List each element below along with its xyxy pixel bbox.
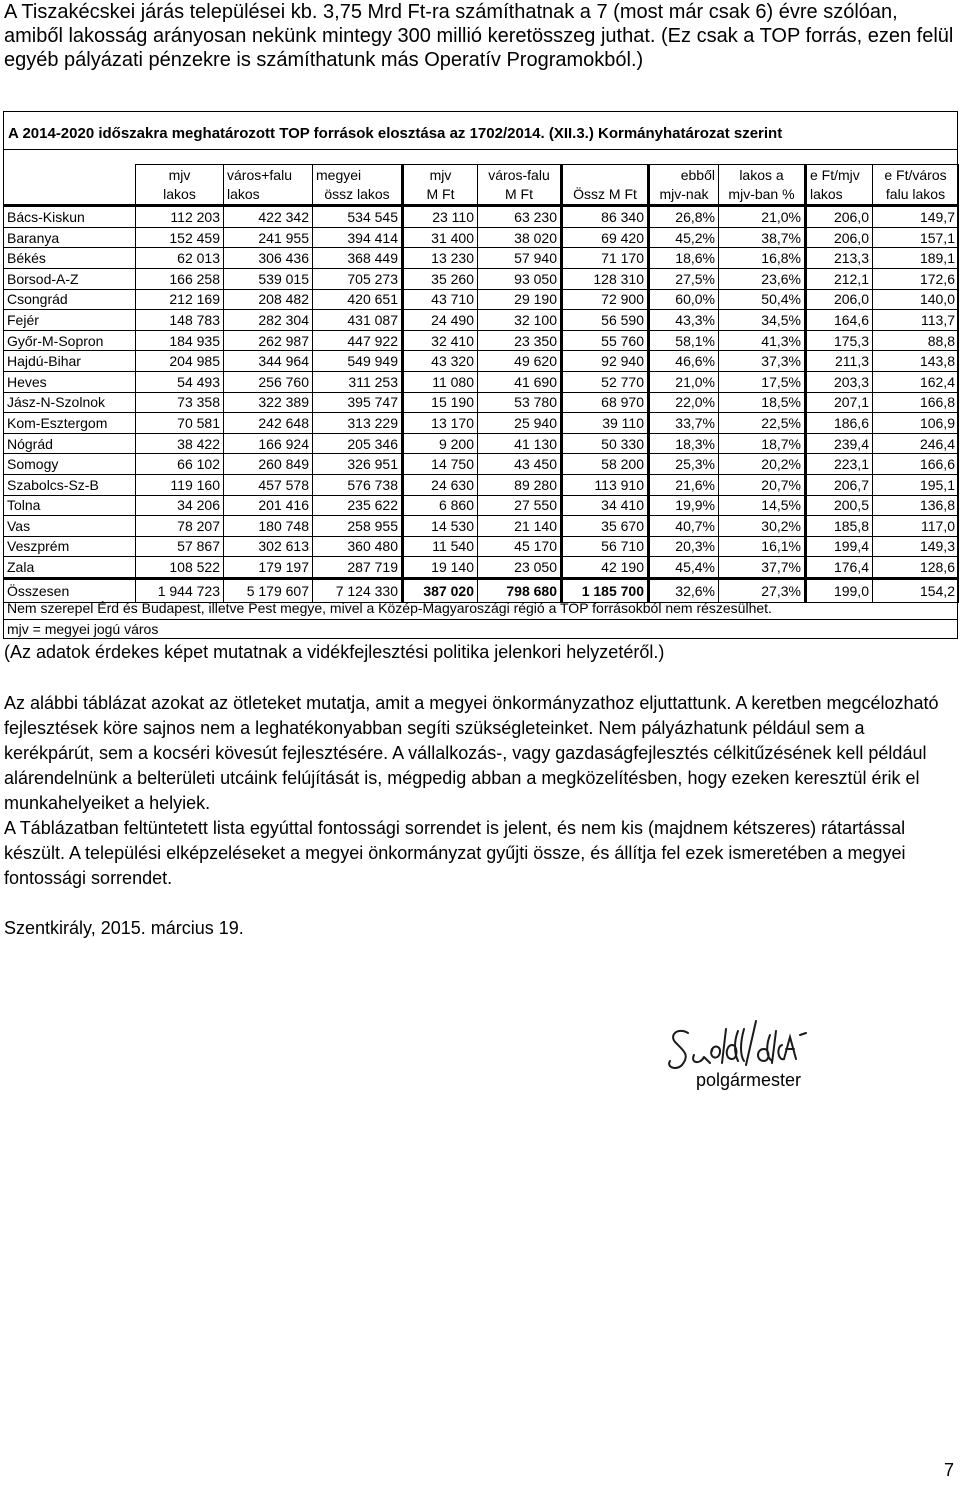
table-cell: 175,3 [806,330,873,351]
table-cell: 46,6% [649,351,719,372]
table-row [4,413,959,434]
table-cell: 208 482 [224,289,313,310]
table-cell: 89 280 [478,474,562,495]
table-cell: 24 630 [403,474,478,495]
table-cell: 73 358 [136,392,224,413]
table-cell: 211,3 [806,351,873,372]
table-cell: 54 493 [136,371,224,392]
table-cell: 322 389 [224,392,313,413]
table-cell: 705 273 [313,268,403,289]
header-cell: M Ft [478,185,562,206]
table-cell: 21 140 [478,516,562,537]
table-cell: 20,7% [719,474,806,495]
table-cell: 23,6% [719,268,806,289]
table-cell: 395 747 [313,392,403,413]
table-cell: 189,1 [873,248,959,269]
table-cell: 11 080 [403,371,478,392]
county-name-cell: Heves [4,371,136,392]
table-cell: 50 330 [562,433,649,454]
table-cell: 394 414 [313,227,403,248]
table-cell: 32 410 [403,330,478,351]
header-blank [4,165,136,185]
table-cell: 128,6 [873,557,959,579]
table-row [4,289,959,310]
table-cell: 306 436 [224,248,313,269]
table-cell: 57 940 [478,248,562,269]
table-cell: 13 170 [403,413,478,434]
county-name-cell: Szabolcs-Sz-B [4,474,136,495]
county-name-cell: Borsod-A-Z [4,268,136,289]
table-cell: 26,8% [649,206,719,228]
table-cell: 42 190 [562,557,649,579]
table-cell: 21,0% [719,206,806,228]
county-name-cell: Zala [4,557,136,579]
table-cell: 70 581 [136,413,224,434]
table-cell: 422 342 [224,206,313,228]
table-cell: 206,0 [806,206,873,228]
table-cell: 78 207 [136,516,224,537]
table-cell: 23 050 [478,557,562,579]
table-row [4,351,959,372]
table-cell: 66 102 [136,454,224,475]
table-cell: 176,4 [806,557,873,579]
header-cell: mjv-nak [649,185,719,206]
divider [3,619,958,620]
table-cell: 14 530 [403,516,478,537]
table-cell: 16,1% [719,536,806,557]
table-row [4,371,959,392]
table-cell: 49 620 [478,351,562,372]
header-cell: város+falu [224,165,313,185]
table-cell: 38 020 [478,227,562,248]
table-cell: 204 985 [136,351,224,372]
header-cell: lakos [806,185,873,206]
county-name-cell: Bács-Kiskun [4,206,136,228]
table-cell: 29 190 [478,289,562,310]
header-cell: e Ft/mjv [806,165,873,185]
table-cell: 166 924 [224,433,313,454]
table-row [4,206,959,228]
table-cell: 6 860 [403,495,478,516]
header-cell: megyei [313,165,403,185]
table-cell: 387 020 [403,578,478,602]
intro-paragraph: A Tiszakécskei járás települései kb. 3,75 Mrd Ft-ra számíthatnak a 7 (most már csak 6) évre szólóan, amiből lakosság arányosan nekünk mintegy 300 millió keretösszeg juthat. (Ez csak a TOP forrás, ezen felül egyéb pályázati pénzekre is számíthatunk más Operatív Programokból.) [4,1,954,71]
table-cell: 172,6 [873,268,959,289]
table-cell: 45,4% [649,557,719,579]
table-row [4,495,959,516]
table-cell: 119 160 [136,474,224,495]
county-name-cell: Nógrád [4,433,136,454]
table-cell: 447 922 [313,330,403,351]
table-cell: 93 050 [478,268,562,289]
table-cell: 41 690 [478,371,562,392]
county-name-cell: Tolna [4,495,136,516]
table-cell: 186,6 [806,413,873,434]
table-cell: 68 970 [562,392,649,413]
table-note: Nem szerepel Érd és Budapest, illetve Pest megye, mivel a Közép-Magyaroszági régió a TOP forrásokból nem részesülhet. [7,600,772,616]
table-cell: 180 748 [224,516,313,537]
table-cell: 71 170 [562,248,649,269]
header-cell: mjv [403,165,478,185]
table-row [4,454,959,475]
header-cell: lakos a [719,165,806,185]
table-cell: 31 400 [403,227,478,248]
table-cell: 113 910 [562,474,649,495]
table-row [4,268,959,289]
table-cell: 239,4 [806,433,873,454]
table-cell: 21,6% [649,474,719,495]
table-cell: 1 185 700 [562,578,649,602]
comment: (Az adatok érdekes képet mutatnak a vidékfejlesztési politika jelenkori helyzetéről.) [4,642,665,662]
table-cell: 27,3% [719,578,806,602]
table-cell: 166,6 [873,454,959,475]
table-cell: 576 738 [313,474,403,495]
table-cell: 287 719 [313,557,403,579]
table-cell: 37,3% [719,351,806,372]
table-cell: 199,0 [806,578,873,602]
header-cell: e Ft/város [873,165,959,185]
header-cell: város-falu [478,165,562,185]
table-cell: 25 940 [478,413,562,434]
table-cell: 242 648 [224,413,313,434]
table-cell: 206,0 [806,289,873,310]
table-cell: 22,0% [649,392,719,413]
table-cell: 108 522 [136,557,224,579]
table-cell: 223,1 [806,454,873,475]
table-cell: 37,7% [719,557,806,579]
county-name-cell: Vas [4,516,136,537]
table-cell: 20,3% [649,536,719,557]
table-cell: 9 200 [403,433,478,454]
county-name-cell: Veszprém [4,536,136,557]
county-name-cell: Békés [4,248,136,269]
table-cell: 39 110 [562,413,649,434]
table-cell: 162,4 [873,371,959,392]
table-cell: 212,1 [806,268,873,289]
table-cell: 43 320 [403,351,478,372]
table-cell: 18,3% [649,433,719,454]
table-cell: 20,2% [719,454,806,475]
table-row [4,392,959,413]
table-row [4,310,959,331]
table-cell: 19,9% [649,495,719,516]
table-cell: 86 340 [562,206,649,228]
table-cell: 13 230 [403,248,478,269]
header-blank [4,185,136,206]
header-cell: Össz M Ft [562,185,649,206]
table-cell: 72 900 [562,289,649,310]
table-cell: 164,6 [806,310,873,331]
table-cell: 199,4 [806,536,873,557]
table-cell: 34,5% [719,310,806,331]
county-name-cell: Jász-N-Szolnok [4,392,136,413]
table-cell: 56 590 [562,310,649,331]
table-cell: 50,4% [719,289,806,310]
table-cell: 200,5 [806,495,873,516]
county-name-cell: Összesen [4,578,136,602]
table-cell: 205 346 [313,433,403,454]
table-cell: 18,7% [719,433,806,454]
table-cell: 326 951 [313,454,403,475]
header-row-2 [4,185,959,206]
county-name-cell: Hajdú-Bihar [4,351,136,372]
table-cell: 235 622 [313,495,403,516]
header-cell: lakos [136,185,224,206]
table-cell: 258 955 [313,516,403,537]
table-cell: 38 422 [136,433,224,454]
table-row [4,536,959,557]
county-name-cell: Kom-Esztergom [4,413,136,434]
header-cell: össz lakos [313,185,403,206]
table-cell: 157,1 [873,227,959,248]
table-cell: 457 578 [224,474,313,495]
table-cell: 212 169 [136,289,224,310]
table-cell: 43 450 [478,454,562,475]
table-cell: 32,6% [649,578,719,602]
table-cell: 7 124 330 [313,578,403,602]
table-cell: 1 944 723 [136,578,224,602]
table-cell: 241 955 [224,227,313,248]
table-cell: 52 770 [562,371,649,392]
table-cell: 260 849 [224,454,313,475]
table-cell: 302 613 [224,536,313,557]
county-name-cell: Baranya [4,227,136,248]
header-cell: M Ft [403,185,478,206]
table-cell: 41,3% [719,330,806,351]
table-cell: 40,7% [649,516,719,537]
table-cell: 136,8 [873,495,959,516]
table-cell: 313 229 [313,413,403,434]
table-cell: 30,2% [719,516,806,537]
table-cell: 92 940 [562,351,649,372]
table-cell: 22,5% [719,413,806,434]
table-cell: 43,3% [649,310,719,331]
table-cell: 148 783 [136,310,224,331]
allocation-table [3,164,959,603]
table-cell: 117,0 [873,516,959,537]
table-cell: 143,8 [873,351,959,372]
table-cell: 152 459 [136,227,224,248]
table-cell: 19 140 [403,557,478,579]
header-cell: lakos [224,185,313,206]
table-cell: 38,7% [719,227,806,248]
table-cell: 360 480 [313,536,403,557]
header-cell: mjv [136,165,224,185]
table-cell: 34 206 [136,495,224,516]
table-cell: 195,1 [873,474,959,495]
table-cell: 213,3 [806,248,873,269]
table-cell: 179 197 [224,557,313,579]
table-cell: 27,5% [649,268,719,289]
table-cell: 88,8 [873,330,959,351]
table-cell: 798 680 [478,578,562,602]
table-cell: 56 710 [562,536,649,557]
table-cell: 344 964 [224,351,313,372]
table-cell: 58 200 [562,454,649,475]
county-name-cell: Győr-M-Sopron [4,330,136,351]
table-row [4,433,959,454]
table-cell: 311 253 [313,371,403,392]
table-cell: 149,7 [873,206,959,228]
page-number: 7 [943,1460,954,1480]
table-cell: 14 750 [403,454,478,475]
table-cell: 60,0% [649,289,719,310]
table-cell: 34 410 [562,495,649,516]
table-cell: 18,5% [719,392,806,413]
table-cell: 23 110 [403,206,478,228]
table-cell: 128 310 [562,268,649,289]
table-cell: 24 490 [403,310,478,331]
table-cell: 539 015 [224,268,313,289]
table-cell: 154,2 [873,578,959,602]
table-cell: 15 190 [403,392,478,413]
table-cell: 201 416 [224,495,313,516]
table-cell: 21,0% [649,371,719,392]
table-cell: 534 545 [313,206,403,228]
header-cell: ebből [649,165,719,185]
table-cell: 16,8% [719,248,806,269]
table-cell: 23 350 [478,330,562,351]
county-name-cell: Fejér [4,310,136,331]
table-cell: 62 013 [136,248,224,269]
header-row-1 [4,165,959,185]
table-cell: 420 651 [313,289,403,310]
table-cell: 246,4 [873,433,959,454]
table-cell: 549 949 [313,351,403,372]
table-cell: 45 170 [478,536,562,557]
date-line: Szentkirály, 2015. március 19. [4,918,244,938]
table-cell: 45,2% [649,227,719,248]
table-cell: 27 550 [478,495,562,516]
table-cell: 57 867 [136,536,224,557]
table-cell: 69 420 [562,227,649,248]
table-cell: 262 987 [224,330,313,351]
table-cell: 113,7 [873,310,959,331]
table-cell: 58,1% [649,330,719,351]
table-row [4,248,959,269]
table-cell: 41 130 [478,433,562,454]
table-cell: 149,3 [873,536,959,557]
table-cell: 5 179 607 [224,578,313,602]
table-cell: 35 670 [562,516,649,537]
table-cell: 206,0 [806,227,873,248]
table-cell: 256 760 [224,371,313,392]
table-cell: 14,5% [719,495,806,516]
table-cell: 106,9 [873,413,959,434]
header-cell: falu lakos [873,185,959,206]
table-cell: 184 935 [136,330,224,351]
table-cell: 25,3% [649,454,719,475]
header-cell [562,165,649,185]
table-cell: 166,8 [873,392,959,413]
signature [660,1015,860,1075]
table-cell: 206,7 [806,474,873,495]
table-row [4,474,959,495]
table-cell: 282 304 [224,310,313,331]
table-cell: 431 087 [313,310,403,331]
table-cell: 33,7% [649,413,719,434]
table-cell: 17,5% [719,371,806,392]
table-title: A 2014-2020 időszakra meghatározott TOP források elosztása az 1702/2014. (XII.3.) Kormányhatározat szerint [8,125,783,142]
table-cell: 55 760 [562,330,649,351]
table-cell: 53 780 [478,392,562,413]
table-cell: 35 260 [403,268,478,289]
table-cell: 140,0 [873,289,959,310]
table-cell: 112 203 [136,206,224,228]
table-cell: 63 230 [478,206,562,228]
paragraph-1: Az alábbi táblázat azokat az ötleteket mutatja, amit a megyei önkormányzathoz eljuttattunk. A keretben megcélozható fejlesztések köre sajnos nem a leghatékonyabban segíti szükségleteinket. Nem pályázhatunk például sem a kerékpárút, sem a kocséri kövesút fejlesztésére. A vállalkozás-, vagy gazdaságfejlesztés célkitűzésének kell például alárendelnünk a belterületi utcáink felújítását is, mégpedig abban a megközelítésben, hogy ezeken keresztül érik el munkahelyeiket a helyiek. [4,693,939,813]
table-legend: mjv = megyei jogú város [7,621,159,637]
table-row [4,516,959,537]
divider [3,149,958,150]
paragraph-2: A Táblázatban feltüntetett lista egyúttal fontossági sorrendet is jelent, és nem kis (majdnem kétszeres) rátartással készült. A települési elképzeléseket a megyei önkormányzat gyűjti össze, és állítja fel ezek ismeretében a megyei fontossági sorrendet. [4,818,906,888]
table-cell: 32 100 [478,310,562,331]
total-row [4,578,959,602]
table-cell: 203,3 [806,371,873,392]
table-cell: 207,1 [806,392,873,413]
table-cell: 18,6% [649,248,719,269]
table-row [4,227,959,248]
table-cell: 185,8 [806,516,873,537]
signature-role: polgármester [696,1070,802,1090]
county-name-cell: Somogy [4,454,136,475]
table-cell: 11 540 [403,536,478,557]
table-row [4,557,959,579]
header-cell: mjv-ban % [719,185,806,206]
table-cell: 368 449 [313,248,403,269]
table-cell: 43 710 [403,289,478,310]
table-row [4,330,959,351]
county-name-cell: Csongrád [4,289,136,310]
table-cell: 166 258 [136,268,224,289]
